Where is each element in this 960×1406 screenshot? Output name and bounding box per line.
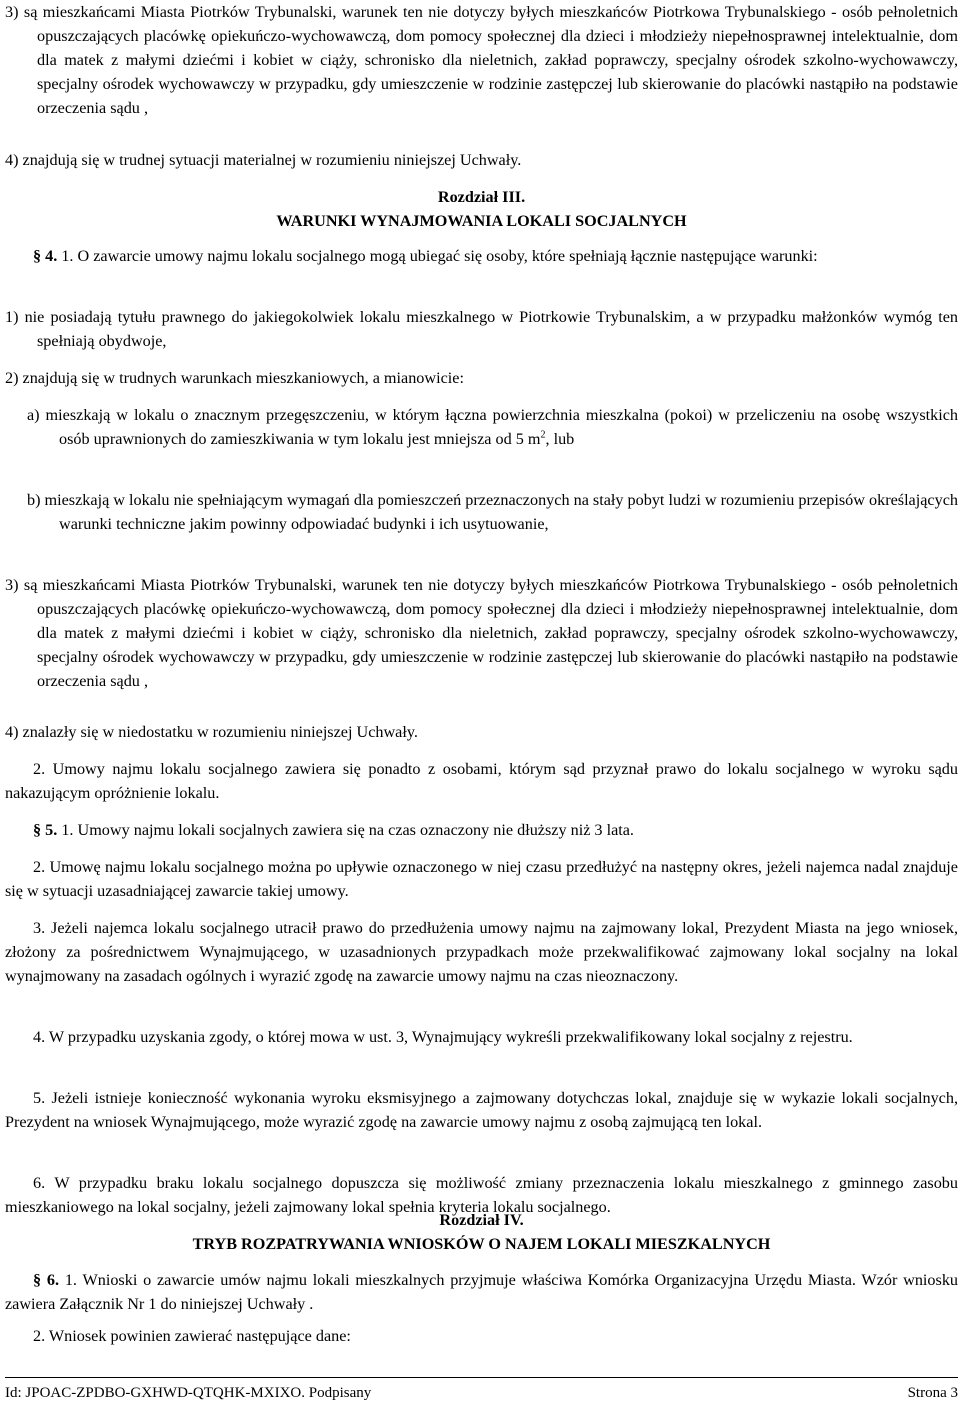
chapter-3-label: Rozdział III. — [437, 188, 526, 206]
section-5-paragraph-5: 5. Jeżeli istnieje konieczność wykonania wyroku eksmisyjnego a zajmowany dotychczas lokal, znajduje się w wykazie lokali socjalnych, Prezydent na wniosek Wynajmującego, może wyrazić zgodę na zawarcie umowy najmu z osobą zajmującą ten lokal. — [5, 1089, 958, 1131]
section-4-item-2b: b) mieszkają w lokalu nie spełniającym wymagań dla pomieszczeń przeznaczonych na stały pobyt ludzi w rozumieniu przepisów określających warunki techniczne jakim powinny odpowiadać budynki i ich usytuowanie, — [27, 491, 958, 533]
section-5-paragraph-6: 6. W przypadku braku lokalu socjalnego dopuszcza się możliwość zmiany przeznaczenia lokalu mieszkalnego z gminnego zasobu mieszkaniowego na lokal socjalny, jeżeli zajmowany lokal spełnia kryteria lokalu socjalnego. — [5, 1174, 958, 1216]
section-4-item-4: 4) znalazły się w niedostatku w rozumieniu niniejszej Uchwały. — [5, 723, 418, 741]
document-page — [5, 0, 958, 1360]
section-6-paragraph-2: 2. Wniosek powinien zawierać następujące dane: — [33, 1327, 351, 1345]
item-4-continued: 4) znajdują się w trudnej sytuacji materialnej w rozumieniu niniejszej Uchwały. — [5, 151, 522, 169]
section-4-paragraph-2: 2. Umowy najmu lokalu socjalnego zawiera się ponadto z osobami, którym sąd przyznał prawo do lokalu socjalnego w wyroku sądu nakazującym opróżnienie lokalu. — [5, 760, 958, 802]
section-4-item-2: 2) znajdują się w trudnych warunkach mieszkaniowych, a mianowicie: — [5, 369, 464, 387]
section-5-paragraph-1: § 5. 1. Umowy najmu lokali socjalnych zawiera się na czas oznaczony nie dłuższy niż 3 lata. — [33, 821, 634, 839]
section-5-paragraph-2: 2. Umowę najmu lokalu socjalnego można po upływie oznaczonego w niej czasu przedłużyć na następny okres, jeżeli najemca nadal znajduje się w sytuacji uzasadniającej zawarcie takiej umowy. — [5, 858, 958, 900]
section-6-number: § 6. — [33, 1271, 60, 1289]
footer-divider — [5, 1377, 958, 1378]
section-4-paragraph-1 — [5, 244, 958, 268]
chapter-3-title: WARUNKI WYNAJMOWANIA LOKALI SOCJALNYCH — [276, 212, 687, 230]
chapter-4-title: TRYB ROZPATRYWANIA WNIOSKÓW O NAJEM LOKALI MIESZKALNYCH — [192, 1235, 771, 1253]
section-4-item-3: 3) są mieszkańcami Miasta Piotrków Trybunalski, warunek ten nie dotyczy byłych mieszkańców Piotrkowa Trybunalskiego - osób pełnoletnich opuszczających placówkę opiekuńczo-wychowawczą, dom pomocy społecznej dla dzieci i młodzieży niepełnosprawnej intelektualnie, dom dla matek z małymi dziećmi i kobiet w ciąży, schronisko dla nieletnich, zakład poprawczy, specjalny ośrodek szkolno-wychowawczy, specjalny ośrodek wychowawczy w przypadku, gdy umieszczenie w rodzinie zastępczej lub skierowanie do placówki nastąpiło na podstawie orzeczenia sądu , — [5, 576, 958, 690]
section-4-subnumber: 1. — [61, 247, 74, 265]
section-5-number: § 5. — [33, 821, 58, 839]
chapter-4-label: Rozdział IV. — [439, 1211, 524, 1229]
section-4-item-2a: a) mieszkają w lokalu o znacznym przegęszczeniu, w którym łączna powierzchnia mieszkalna (pokoi) w przeliczeniu na osobę wszystkich osób uprawnionych do zamieszkiwania w tym lokalu jest mniejsza od 5 $m^2$, lub — [27, 406, 958, 448]
document-id: Id: JPOAC-ZPDBO-GXHWD-QTQHK-MXIXO. Podpisany — [5, 1385, 372, 1401]
item-3-continued: 3) są mieszkańcami Miasta Piotrków Trybunalski, warunek ten nie dotyczy byłych mieszkańców Piotrkowa Trybunalskiego - osób pełnoletnich opuszczających placówkę opiekuńczo-wychowawczą, dom pomocy społecznej dla dzieci i młodzieży niepełnosprawnej intelektualnie, dom dla matek z małymi dziećmi i kobiet w ciąży, schronisko dla nieletnich, zakład poprawczy, specjalny ośrodek szkolno-wychowawczy, specjalny ośrodek wychowawczy w przypadku, gdy umieszczenie w rodzinie zastępczej lub skierowanie do placówki nastąpiło na podstawie orzeczenia sądu , — [5, 3, 958, 117]
section-6-paragraph-1: § 6. 1. Wnioski o zawarcie umów najmu lokali mieszkalnych przyjmuje właściwa Komórka Organizacyjna Urzędu Miasta. Wzór wniosku zawiera Załącznik Nr 1 do niniejszej Uchwały . — [5, 1271, 959, 1313]
section-5-paragraph-3: 3. Jeżeli najemca lokalu socjalnego utracił prawo do przedłużenia umowy najmu na zajmowany lokal, Prezydent Miasta na jego wniosek, złożony za pośrednictwem Wynajmującego, w uzasadnionych przypadkach może przekwalifikować zajmowany lokal socjalny na lokal wynajmowany na zasadach ogólnych i wyrazić zgodę na zawarcie umowy najmu na czas nieoznaczony. — [5, 919, 958, 985]
section-4-number: § 4. — [33, 247, 58, 265]
section-4-item-1: 1) nie posiadają tytułu prawnego do jakiegokolwiek lokalu mieszkalnego w Piotrkowie Trybunalskim, a w przypadku małżonków wymóg ten spełniają obydwoje, — [5, 308, 958, 350]
section-5-paragraph-4: 4. W przypadku uzyskania zgody, o której mowa w ust. 3, Wynajmujący wykreśli przekwalifikowany lokal socjalny z rejestru. — [33, 1028, 853, 1046]
superscript-2: 2 — [540, 429, 546, 441]
section-4-text: O zawarcie umowy najmu lokalu socjalnego mogą ubiegać się osoby, które spełniają łącznie następujące warunki: — [77, 247, 818, 265]
page-number: Strona 3 — [907, 1385, 958, 1401]
